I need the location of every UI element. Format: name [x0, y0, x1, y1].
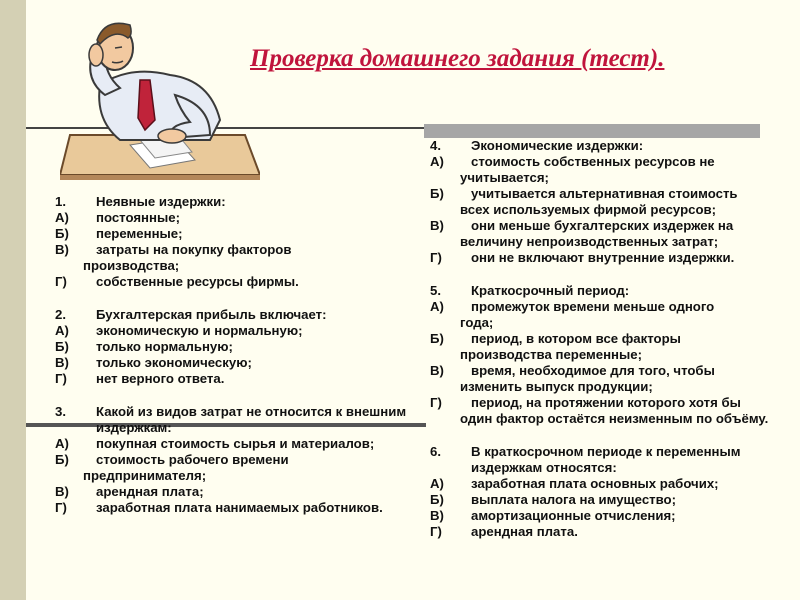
option-letter: Г)	[55, 371, 67, 386]
option-text: заработная плата нанимаемых работников.	[96, 500, 383, 515]
option-text: нет верного ответа.	[96, 371, 225, 386]
option-text: собственные ресурсы фирмы.	[96, 274, 299, 289]
option-text: только нормальную;	[96, 339, 233, 354]
option-continuation: предпринимателя;	[83, 468, 207, 483]
answer-option	[430, 218, 795, 234]
answer-option	[430, 154, 795, 170]
question-line	[55, 307, 445, 323]
test-question	[430, 444, 795, 540]
hand	[158, 129, 186, 143]
answer-option	[55, 226, 445, 242]
option-continuation: производства;	[83, 258, 180, 273]
question-text: Неявные издержки:	[96, 194, 226, 209]
answer-option	[430, 331, 795, 347]
question-line	[430, 138, 795, 154]
option-letter: В)	[55, 355, 69, 370]
header-rule-right	[424, 124, 760, 138]
option-letter: Г)	[430, 395, 442, 410]
answer-option	[430, 524, 795, 540]
option-text: арендная плата;	[96, 484, 204, 499]
option-text: период, в котором все факторы	[471, 331, 681, 346]
option-letter: Б)	[430, 492, 444, 507]
option-text: период, на протяжении которого хотя бы	[471, 395, 741, 410]
option-letter: В)	[430, 508, 444, 523]
question-text: Краткосрочный период:	[471, 283, 630, 298]
answer-option	[430, 476, 795, 492]
option-continuation: изменить выпуск продукции;	[460, 379, 653, 394]
test-question	[55, 307, 445, 387]
option-text: затраты на покупку факторов	[96, 242, 292, 257]
option-letter: А)	[55, 210, 69, 225]
answer-option	[430, 395, 795, 411]
question-line	[55, 194, 445, 210]
left-accent-band	[0, 0, 26, 600]
question-line	[55, 404, 445, 436]
test-question	[55, 404, 445, 516]
answer-option	[55, 355, 445, 371]
option-text: учитывается альтернативная стоимость	[471, 186, 738, 201]
option-letter: Б)	[55, 226, 69, 241]
option-text: они не включают внутренние издержки.	[471, 250, 735, 265]
answer-option	[55, 339, 445, 355]
option-letter: В)	[430, 363, 444, 378]
answer-option	[55, 242, 445, 258]
option-text: они меньше бухгалтерских издержек на	[471, 218, 734, 233]
answer-option	[430, 299, 795, 315]
option-letter: А)	[55, 323, 69, 338]
question-line	[430, 283, 795, 299]
page-title: Проверка домашнего задания (тест).	[250, 45, 665, 72]
option-letter: Г)	[55, 274, 67, 289]
option-letter: Б)	[55, 339, 69, 354]
answer-option	[55, 484, 445, 500]
answer-option	[55, 436, 445, 452]
option-letter: Б)	[430, 331, 444, 346]
right-question-column	[430, 138, 795, 557]
option-continuation: величину непроизводственных затрат;	[460, 234, 719, 249]
answer-option	[55, 452, 445, 468]
test-question	[430, 283, 795, 427]
option-text: переменные;	[96, 226, 183, 241]
question-text: Экономические издержки:	[471, 138, 644, 153]
option-letter: Г)	[430, 524, 442, 539]
test-question	[55, 194, 445, 290]
question-text: В краткосрочном периоде к переменным издержкам относятся:	[471, 444, 741, 475]
option-text: заработная плата основных рабочих;	[471, 476, 719, 491]
option-continuation: один фактор остаётся неизменным по объёму.	[460, 411, 769, 426]
option-letter: Б)	[55, 452, 69, 467]
question-number: 5.	[430, 283, 441, 298]
question-number: 4.	[430, 138, 441, 153]
answer-option	[55, 500, 445, 516]
option-letter: А)	[55, 436, 69, 451]
option-letter: Г)	[55, 500, 67, 515]
test-question	[430, 138, 795, 266]
option-letter: Г)	[430, 250, 442, 265]
option-letter: А)	[430, 154, 444, 169]
question-number: 3.	[55, 404, 66, 419]
answer-option	[55, 210, 445, 226]
option-text: время, необходимое для того, чтобы	[471, 363, 715, 378]
option-text: выплата налога на имущество;	[471, 492, 676, 507]
question-number: 6.	[430, 444, 441, 459]
bored-man-illustration	[60, 10, 260, 180]
option-continuation: учитывается;	[460, 170, 549, 185]
answer-option	[430, 250, 795, 266]
option-text: стоимость собственных ресурсов не	[471, 154, 715, 169]
option-text: только экономическую;	[96, 355, 252, 370]
option-text: покупная стоимость сырья и материалов;	[96, 436, 375, 451]
answer-option	[430, 508, 795, 524]
answer-option	[430, 492, 795, 508]
question-line	[430, 444, 795, 476]
option-letter: В)	[430, 218, 444, 233]
option-continuation: всех используемых фирмой ресурсов;	[460, 202, 717, 217]
question-number: 2.	[55, 307, 66, 322]
question-text: Бухгалтерская прибыль включает:	[96, 307, 327, 322]
question-number: 1.	[55, 194, 66, 209]
option-letter: А)	[430, 299, 444, 314]
answer-option	[55, 371, 445, 387]
left-question-column	[55, 194, 445, 533]
option-text: арендная плата.	[471, 524, 578, 539]
answer-option	[430, 186, 795, 202]
option-letter: А)	[430, 476, 444, 491]
option-continuation: года;	[460, 315, 494, 330]
answer-option	[55, 274, 445, 290]
option-letter: В)	[55, 242, 69, 257]
option-text: экономическую и нормальную;	[96, 323, 303, 338]
option-letter: В)	[55, 484, 69, 499]
option-text: постоянные;	[96, 210, 180, 225]
answer-option	[55, 323, 445, 339]
option-text: промежуток времени меньше одного	[471, 299, 715, 314]
hand	[89, 44, 103, 66]
option-continuation: производства переменные;	[460, 347, 642, 362]
option-text: амортизационные отчисления;	[471, 508, 676, 523]
option-letter: Б)	[430, 186, 444, 201]
question-text: Какой из видов затрат не относится к внешним издержкам:	[96, 404, 407, 435]
desk-front	[60, 175, 260, 180]
answer-option	[430, 363, 795, 379]
option-text: стоимость рабочего времени	[96, 452, 289, 467]
